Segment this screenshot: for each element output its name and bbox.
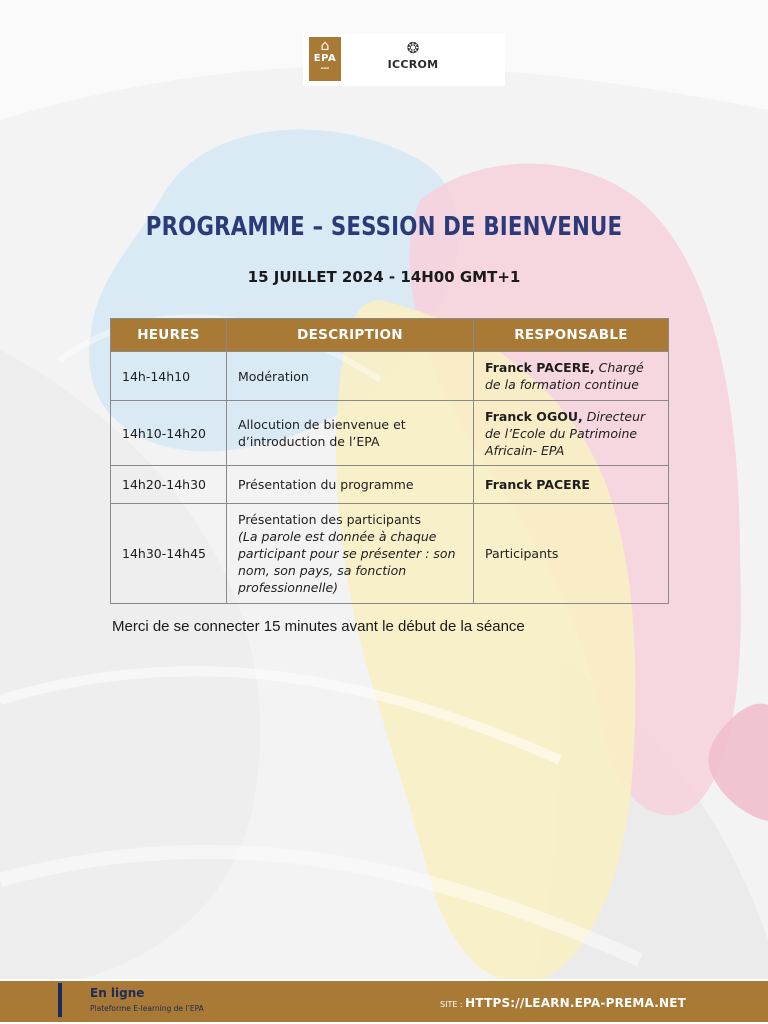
iccrom-emblem-icon: ❂ (406, 39, 420, 57)
footer-site (440, 992, 686, 1011)
cell-time: 14h-14h10 (111, 352, 227, 401)
description-detail: (La parole est donnée à chaque participant pour se présenter : son nom, son pays, sa fonction professionnelle) (238, 529, 456, 595)
epa-logo-text: EPA (313, 53, 337, 64)
table-row (111, 466, 669, 504)
session-date: 15 JUILLET 2024 - 14H00 GMT+1 (247, 268, 521, 286)
cell-responsible (474, 504, 669, 604)
partner-logos (303, 34, 505, 86)
connection-note: Merci de se connecter 15 minutes avant le début de la séance (112, 618, 525, 635)
iccrom-logo (381, 40, 445, 71)
header-responsible: RESPONSABLE (474, 319, 669, 352)
footer-title: En ligne (90, 986, 145, 1000)
table-header-row (111, 319, 669, 352)
cell-responsible (474, 352, 669, 401)
responsible-name: Franck PACERE (485, 477, 590, 492)
table-row (111, 352, 669, 401)
cell-responsible (474, 466, 669, 504)
site-url-link[interactable]: HTTPS://LEARN.EPA-PREMA.NET (465, 996, 687, 1010)
footer (0, 979, 768, 1024)
responsible-role: Chargé de la formation continue (485, 360, 644, 392)
cell-description (227, 466, 474, 504)
responsible-role: Participants (485, 546, 559, 561)
cell-description (227, 504, 474, 604)
table-row (111, 401, 669, 466)
header-description: DESCRIPTION (227, 319, 474, 352)
program-table (110, 318, 669, 604)
cell-responsible (474, 401, 669, 466)
footer-subtitle: Plateforme E-learning de l’EPA (90, 1004, 204, 1013)
house-icon: ⌂ (320, 38, 330, 54)
iccrom-logo-text: ICCROM (387, 58, 439, 71)
cell-time: 14h20-14h30 (111, 466, 227, 504)
description-text: Présentation du programme (238, 477, 414, 492)
cell-description (227, 401, 474, 466)
responsible-name: Franck OGOU, (485, 408, 583, 424)
description-text: Présentation des participants (238, 512, 421, 527)
header-hours: HEURES (111, 319, 227, 352)
cell-description (227, 352, 474, 401)
responsible-role: Directeur de l’Ecole du Patrimoine Africain- EPA (485, 408, 646, 458)
page-title: PROGRAMME – SESSION DE BIENVENUE (145, 212, 623, 242)
description-text: Allocution de bienvenue et d’introduction de l’EPA (238, 417, 406, 449)
cell-time: 14h10-14h20 (111, 401, 227, 466)
epa-logo (309, 37, 341, 81)
epa-logo-tagline: ▬▬▬ (320, 66, 330, 70)
description-text: Modération (238, 368, 309, 384)
footer-accent-bar (58, 983, 62, 1017)
cell-time: 14h30-14h45 (111, 504, 227, 604)
responsible-name: Franck PACERE, (485, 360, 595, 375)
table-row (111, 504, 669, 604)
site-label: SITE : (440, 1000, 466, 1009)
